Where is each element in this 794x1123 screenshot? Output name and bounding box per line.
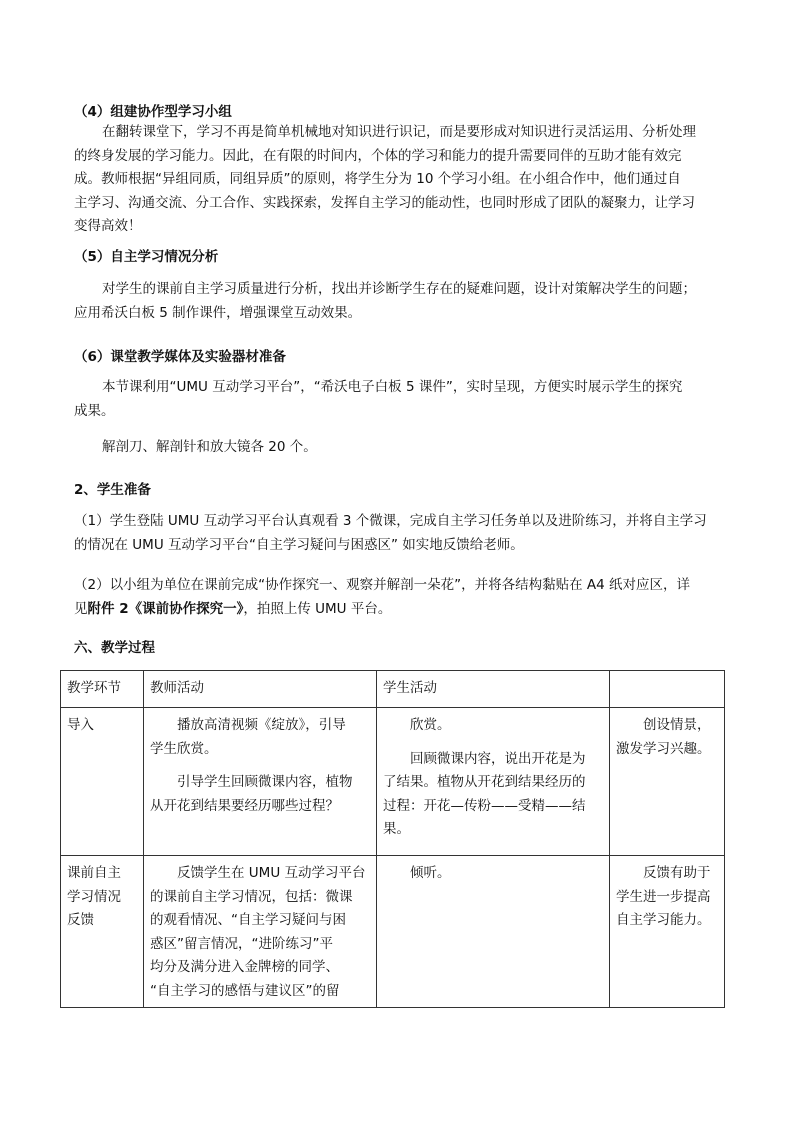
text-segment: 见 (74, 600, 88, 617)
text-line: 的情况在 UMU 互动学习平台“自主学习疑问与困惑区” 如实地反馈给老师。 (74, 536, 524, 553)
cell-text: 过程：开花—传粉——受精——结 (383, 797, 586, 814)
cell-text: 果。 (383, 821, 410, 837)
table-row (61, 708, 725, 856)
text-segment: ，拍照上传 UMU 平台。 (243, 600, 392, 617)
section4-heading: （4）组建协作型学习小组 (74, 104, 232, 120)
student-prep-paragraph-2 (74, 574, 690, 621)
text-line: （1）学生登陆 UMU 互动学习平台认真观看 3 个微课，完成自主学习任务单以及进阶练习，并将自主学习 (74, 513, 707, 529)
section4-paragraph (74, 121, 696, 239)
teacher-activity-cell (144, 856, 377, 1008)
cell-text: 自主学习能力。 (616, 912, 711, 928)
text-line: 成。教师根据“异组同质，同组异质”的原则，将学生分为 10 个学习小组。在小组合作中，他们通过自 (74, 171, 681, 187)
cell-text: 反馈有助于 (616, 865, 711, 881)
process-heading: 六、教学过程 (74, 640, 155, 656)
section6-heading: （6）课堂教学媒体及实验器材准备 (74, 349, 286, 365)
text-line: 在翻转课堂下，学习不再是简单机械地对知识进行识记，而是要形成对知识进行灵活运用、分析处理 (102, 124, 696, 140)
text-line: 变得高效！ (74, 218, 142, 234)
cell-text: 从开花到结果要经历哪些过程？ (150, 797, 339, 814)
cell-text: 欣赏。 (383, 717, 451, 733)
text-line: 成果。 (74, 402, 115, 419)
cell-text: 导入 (67, 717, 94, 733)
section6-paragraph (74, 376, 682, 423)
cell-text: 了结果。植物从开花到结果经历的 (383, 774, 586, 790)
text-line (74, 598, 690, 622)
student-activity-cell (377, 856, 610, 1008)
cell-text: 学生进一步提高 (616, 888, 711, 905)
cell-text: 学习情况 (67, 888, 121, 905)
cell-text: 学生欣赏。 (150, 740, 218, 757)
header-cell-stage: 教学环节 (61, 671, 144, 708)
cell-text: 激发学习兴趣。 (616, 740, 711, 757)
section5-paragraph (74, 278, 696, 325)
teacher-activity-cell (144, 708, 377, 856)
stage-cell (61, 856, 144, 1008)
cell-text: 回顾微课内容，说出开花是为 (383, 750, 586, 767)
cell-text: 反馈学生在 UMU 互动学习平台 (150, 865, 366, 881)
purpose-cell (610, 856, 725, 1008)
cell-text: 播放高清视频《绽放》，引导 (150, 717, 346, 733)
cell-text: 引导学生回顾微课内容，植物 (150, 774, 353, 790)
table-row (61, 856, 725, 1008)
cell-text: “自主学习的感悟与建议区”的留 (150, 982, 340, 999)
table-header-row (61, 671, 725, 708)
cell-text: 反馈 (67, 912, 94, 928)
attachment-reference: 附件 2《课前协作探究一》 (87, 600, 244, 617)
text-line: 应用希沃白板 5 制作课件，增强课堂互动效果。 (74, 304, 362, 321)
cell-text: 倾听。 (383, 865, 451, 881)
cell-text: 的课前自主学习情况，包括：微课 (150, 888, 353, 905)
cell-text: 创设情景， (616, 717, 711, 733)
cell-text: 惑区”留言情况，“进阶练习”平 (150, 935, 333, 952)
equipment-line: 解剖刀、解剖针和放大镜各 20 个。 (102, 439, 317, 455)
teaching-process-table (60, 670, 725, 1008)
cell-text: 课前自主 (67, 865, 121, 881)
header-cell-teacher: 教师活动 (144, 671, 377, 708)
student-activity-cell (377, 708, 610, 856)
text-line: 主学习、沟通交流、分工合作、实践探索，发挥自主学习的能动性，也同时形成了团队的凝聚力，让学习 (74, 194, 695, 211)
text-line: 对学生的课前自主学习质量进行分析，找出并诊断学生存在的疑难问题，设计对策解决学生的问题； (102, 281, 696, 297)
text-line: 本节课利用“UMU 互动学习平台”，“希沃电子白板 5 课件”，实时呈现，方便实时展示学生的探究 (102, 379, 683, 395)
student-prep-paragraph-1 (74, 510, 707, 557)
section5-heading: （5）自主学习情况分析 (74, 249, 219, 265)
stage-cell (61, 708, 144, 856)
purpose-cell (610, 708, 725, 856)
header-cell-purpose (610, 671, 725, 708)
text-line: （2）以小组为单位在课前完成“协作探究一、观察并解剖一朵花”，并将各结构黏贴在 A4 纸对应区，详 (74, 577, 690, 593)
cell-text: 的观看情况、“自主学习疑问与困 (150, 912, 346, 928)
text-line: 的终身发展的学习能力。因此，在有限的时间内，个体的学习和能力的提升需要同伴的互助才能有效完 (74, 147, 682, 164)
student-prep-heading: 2、学生准备 (74, 482, 151, 498)
cell-text: 均分及满分进入金牌榜的同学、 (150, 959, 339, 975)
header-cell-student: 学生活动 (377, 671, 610, 708)
